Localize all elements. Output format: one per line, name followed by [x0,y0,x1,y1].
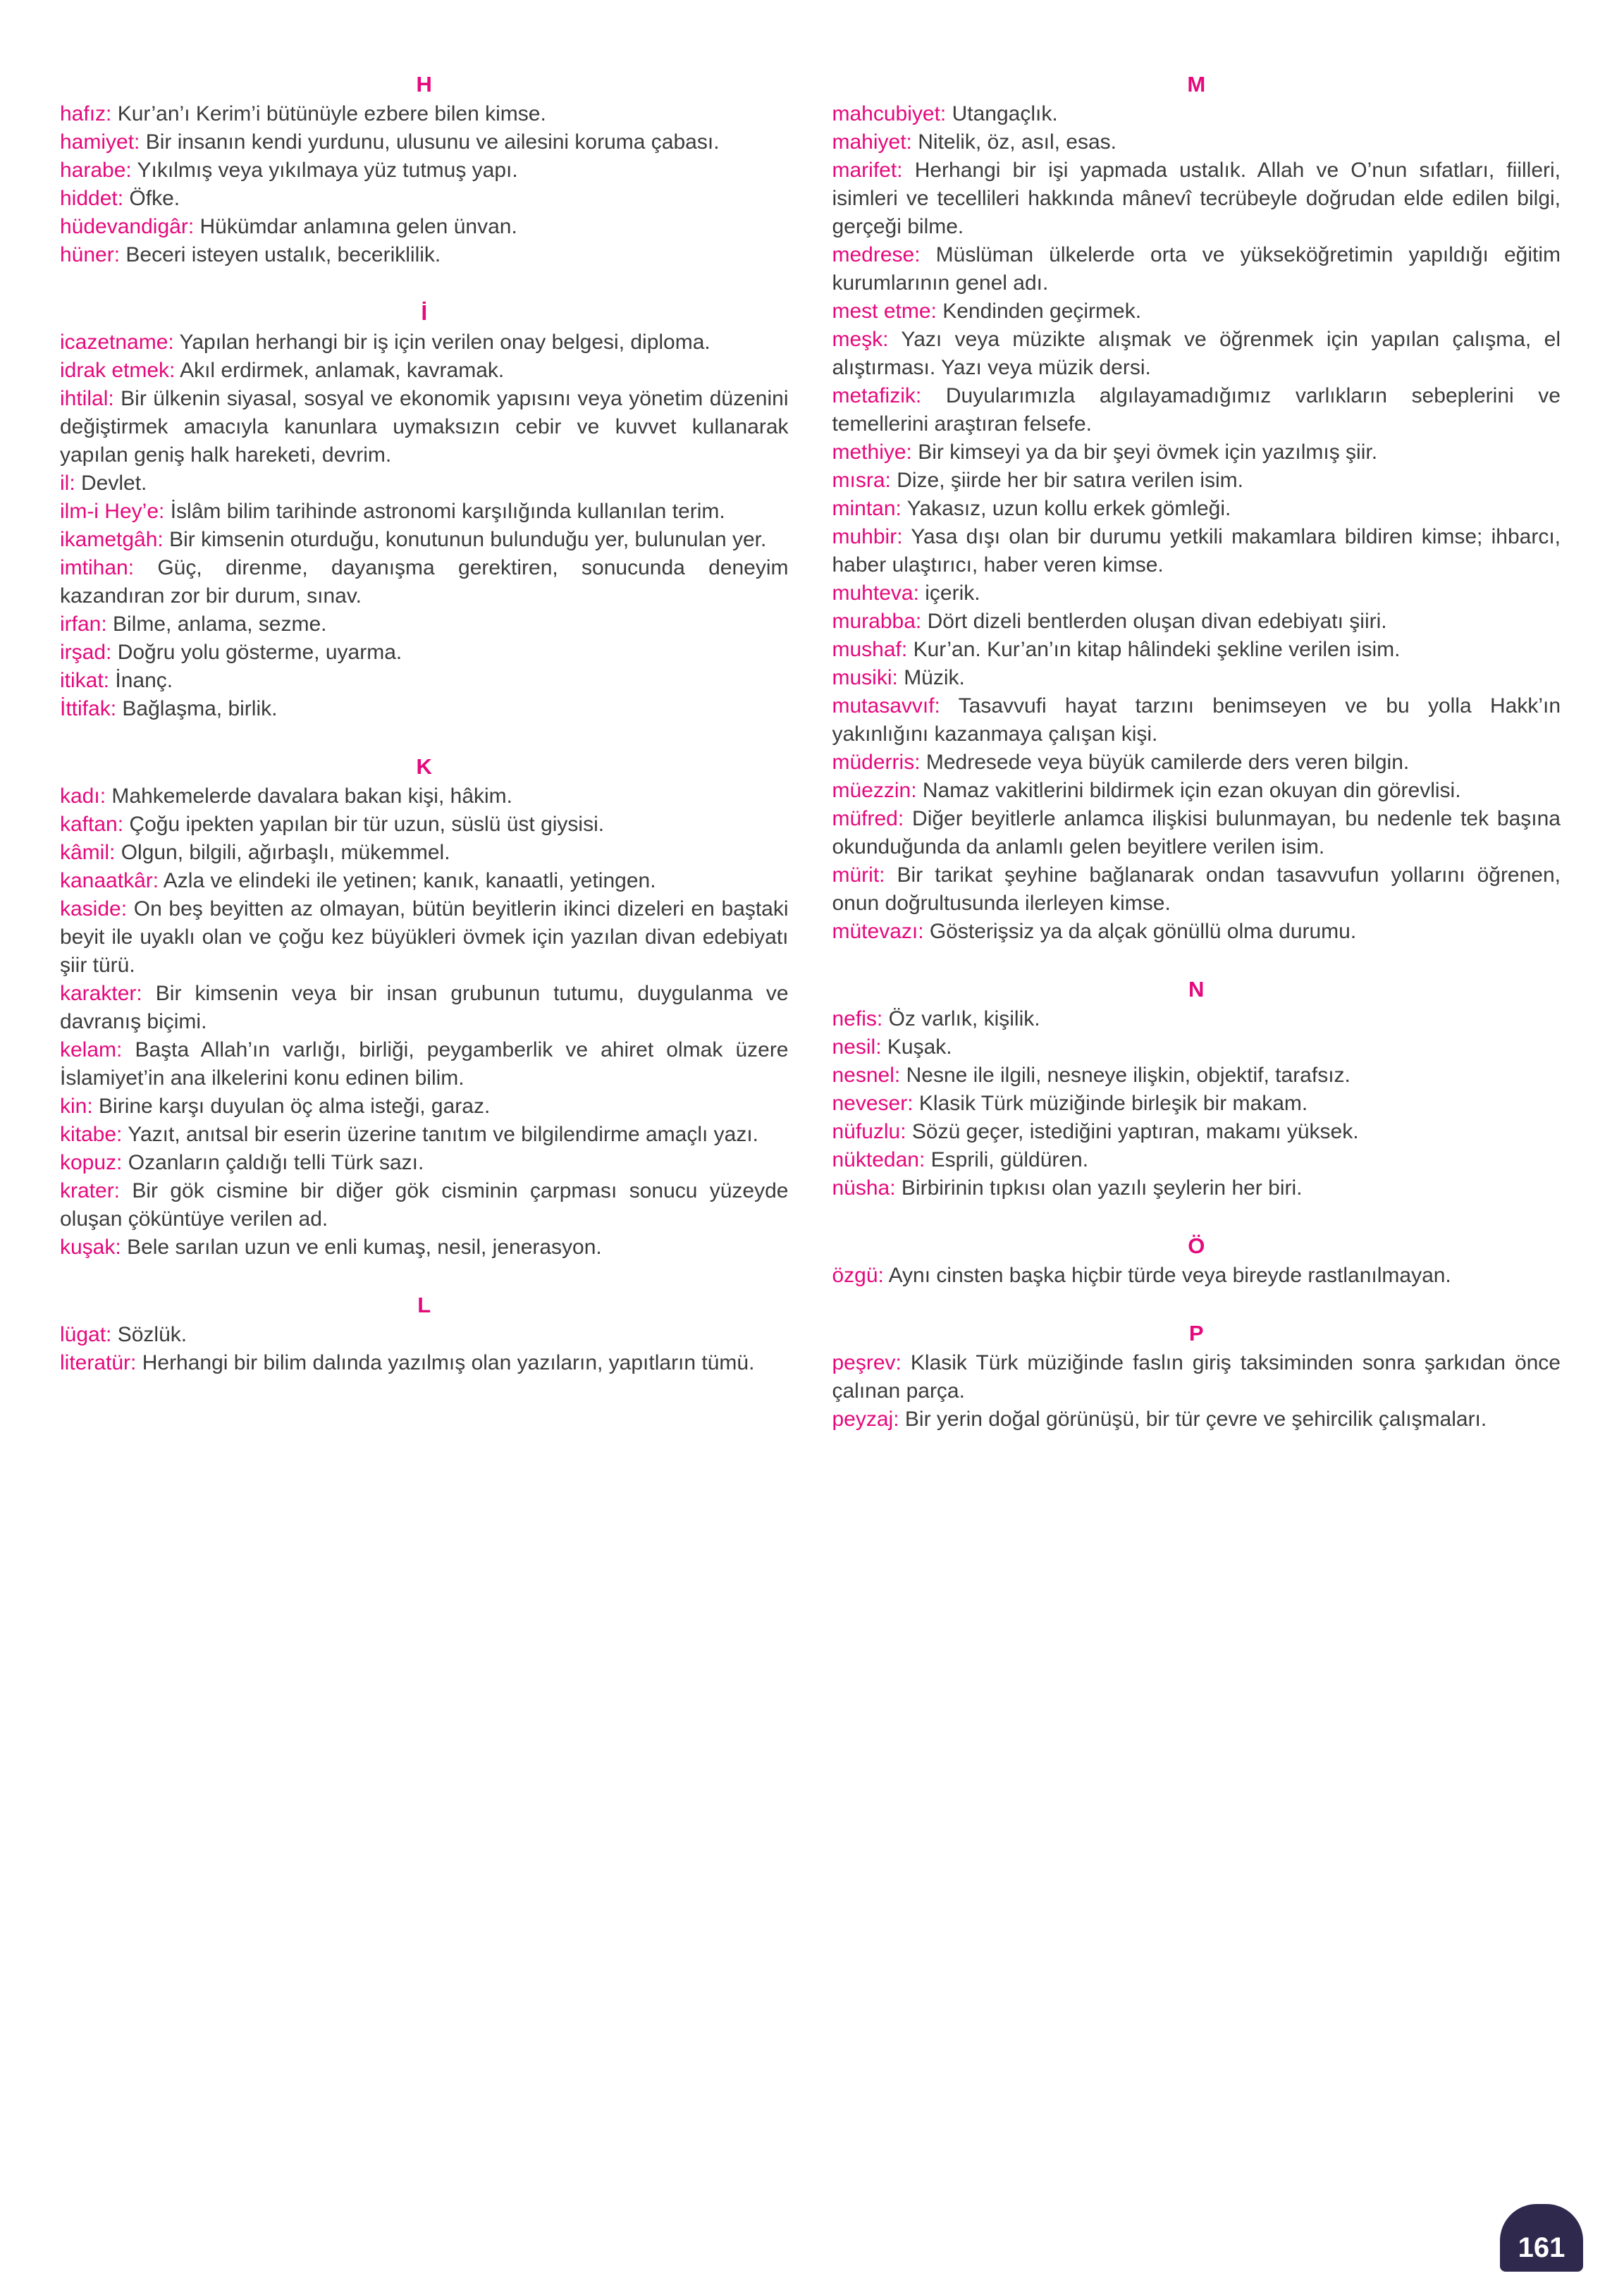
entry-term: nesnel: [832,1064,901,1087]
dictionary-entry [832,805,1561,861]
dictionary-entry [832,1405,1561,1434]
glossary-section-L [60,1291,789,1377]
entry-term: mutasavvıf: [832,694,940,718]
entry-definition: Bir insanın kendi yurdunu, ulusunu ve ailesini koruma çabası. [145,130,720,154]
dictionary-entry [60,385,789,469]
entry-term: neveser: [832,1092,914,1115]
entry-definition: Sözü geçer, istediğini yaptıran, makamı yüksek. [911,1120,1359,1143]
dictionary-entry [60,895,789,980]
dictionary-entry [832,1090,1561,1118]
dictionary-entry [832,1033,1561,1061]
dictionary-entry [60,357,789,385]
entry-definition: Mahkemelerde davalara bakan kişi, hâkim. [111,784,512,808]
entry-term: kaftan: [60,813,124,836]
entry-term: peyzaj: [832,1408,899,1431]
section-letter: P [1188,1321,1204,1346]
entry-definition: Yıkılmış veya yıkılmaya yüz tutmuş yapı. [137,159,518,182]
section-letter: L [417,1293,431,1317]
entry-term: nesil: [832,1035,882,1059]
entry-definition: Ozanların çaldığı telli Türk sazı. [128,1151,424,1174]
entry-term: mest etme: [832,300,937,323]
section-letter: İ [421,300,428,325]
dictionary-entry [60,782,789,811]
entry-definition: Hükümdar anlamına gelen ünvan. [199,215,517,238]
entry-term: karakter: [60,982,142,1005]
entry-term: kin: [60,1095,93,1118]
glossary-column-right [832,70,1561,1434]
dictionary-entry [832,579,1561,608]
dictionary-entry [60,839,789,867]
entry-definition: Güç, direnme, dayanışma gerektiren, sonucunda deneyim kazandıran zor bir durum, sınav. [60,556,789,608]
entry-definition: Başta Allah’ın varlığı, birliği, peygamberlik ve ahiret olmak üzere İslamiyet’in ana ilkelerini konu edinen bilim. [60,1038,789,1090]
entry-definition: Birbirinin tıpkısı olan yazılı şeylerin her biri. [901,1176,1303,1200]
entry-term: nefis: [832,1007,883,1030]
dictionary-entry [60,213,789,241]
entry-definition: Beceri isteyen ustalık, beceriklilik. [125,243,441,266]
entry-term: müfred: [832,807,904,830]
entry-term: kopuz: [60,1151,123,1174]
dictionary-entry [60,1349,789,1377]
entry-term: mahcubiyet: [832,102,947,125]
entry-definition: Doğru yolu gösterme, uyarma. [117,641,402,664]
entry-definition: Bağlaşma, birlik. [122,697,278,720]
entry-definition: Nesne ile ilgili, nesneye ilişkin, objektif, tarafsız. [906,1064,1351,1087]
entry-definition: Bir gök cismine bir diğer gök cisminin çarpması sonucu yüzeyde oluşan çöküntüye verilen ad. [60,1179,789,1231]
dictionary-entry [60,1177,789,1233]
entry-term: İttifak: [60,697,117,720]
dictionary-entry [60,498,789,526]
entry-definition: Bir tarikat şeyhine bağlanarak ondan tasavvufun yollarını öğrenen, onun doğrultusunda ilerleyen kimse. [832,863,1561,915]
entry-definition: Diğer beyitlerle anlamca ilişkisi bulunmayan, bu nedenle tek başına okunduğunda da anlamlı gelen beyitlere verilen isim. [832,807,1561,858]
dictionary-entry [832,918,1561,946]
entry-definition: Utangaçlık. [952,102,1058,125]
entry-term: marifet: [832,159,903,182]
entry-definition: Medresede veya büyük camilerde ders veren bilgin. [925,751,1410,774]
dictionary-entry [832,1174,1561,1202]
dictionary-entry [832,523,1561,579]
entry-term: imtihan: [60,556,135,579]
entry-definition: Müslüman ülkelerde orta ve yükseköğretimin yapıldığı eğitim kurumlarının genel adı. [832,243,1561,295]
entry-definition: Dize, şiirde her bir satıra verilen isim. [897,469,1243,492]
entry-definition: Bilme, anlama, sezme. [113,612,327,636]
entry-definition: Bir ülkenin siyasal, sosyal ve ekonomik yapısını veya yönetim düzenini değiştirmek amacıyla kanunlara uymaksızın cebir ve kuvvet kullanarak yapılan geniş halk hareketi, devrim. [60,387,789,467]
entry-definition: Aynı cinsten başka hiçbir türde veya bireyde rastlanılmayan. [888,1264,1451,1287]
entry-definition: Gösterişsiz ya da alçak gönüllü olma durumu. [929,920,1357,943]
section-letter: M [1187,72,1206,97]
entry-term: irfan: [60,612,107,636]
dictionary-entry [832,1349,1561,1405]
dictionary-entry [832,1262,1561,1290]
entry-term: mintan: [832,497,902,520]
entry-term: kanaatkâr: [60,869,159,892]
glossary-section-N [832,975,1561,1202]
dictionary-entry [60,554,789,610]
entry-definition: Bir yerin doğal görünüşü, bir tür çevre ve şehircilik çalışmaları. [904,1408,1487,1431]
dictionary-entry [832,749,1561,777]
dictionary-entry [60,610,789,639]
dictionary-entry [60,811,789,839]
entry-term: hiddet: [60,187,124,210]
entry-definition: Yasa dışı olan bir durumu yetkili makamlara bildiren kimse; ihbarcı, haber ulaştırıcı, haber veren kimse. [832,525,1561,577]
entry-definition: Klasik Türk müziğinde birleşik bir makam. [918,1092,1308,1115]
dictionary-entry [60,469,789,498]
dictionary-entry [832,382,1561,438]
entry-term: nüsha: [832,1176,896,1200]
entry-term: harabe: [60,159,132,182]
entry-definition: Bir kimsenin oturduğu, konutunun bulunduğu yer, bulunulan yer. [169,528,767,551]
entry-definition: Klasik Türk müziğinde faslın giriş taksiminden sonra şarkıdan önce çalınan parça. [832,1351,1561,1403]
dictionary-entry [60,867,789,895]
entry-term: il: [60,472,75,495]
entry-definition: Çoğu ipekten yapılan bir tür uzun, süslü üst giysisi. [129,813,605,836]
dictionary-entry [832,664,1561,692]
entry-term: mısra: [832,469,891,492]
entry-term: mahiyet: [832,130,912,154]
dictionary-entry [832,636,1561,664]
dictionary-entry [832,495,1561,523]
dictionary-entry [60,526,789,554]
dictionary-entry [832,692,1561,749]
dictionary-entry [832,128,1561,156]
entry-term: mushaf: [832,638,908,661]
entry-term: methiye: [832,441,912,464]
entry-term: mütevazı: [832,920,924,943]
entry-definition: On beş beyitten az olmayan, bütün beyitlerin ikinci dizeleri en baştaki beyit ile uyaklı olan ve çoğu kez büyükleri övmek için yazılan divan edebiyatı şiir türü. [60,897,789,977]
glossary-section-H [60,70,789,269]
section-letter: Ö [1188,1233,1205,1258]
entry-definition: Akıl erdirmek, anlamak, kavramak. [180,359,505,382]
glossary-section-P [832,1319,1561,1434]
entry-definition: Esprili, güldüren. [930,1148,1089,1171]
dictionary-entry [60,980,789,1036]
dictionary-entry [832,438,1561,467]
entry-term: literatür: [60,1351,137,1374]
dictionary-entry [832,608,1561,636]
dictionary-entry [832,326,1561,382]
dictionary-entry [832,1061,1561,1090]
entry-term: nüktedan: [832,1148,925,1171]
dictionary-entry [60,1121,789,1149]
entry-definition: Yazı veya müzikte alışmak ve öğrenmek için yapılan çalışma, el alıştırması. Yazı veya müzik dersi. [832,328,1561,379]
dictionary-entry [832,777,1561,805]
entry-term: kuşak: [60,1236,121,1259]
entry-term: hafız: [60,102,112,125]
entry-term: mürit: [832,863,885,887]
glossary-section-Ö [832,1232,1561,1290]
entry-definition: Yakasız, uzun kollu erkek gömleği. [906,497,1231,520]
entry-term: nüfuzlu: [832,1120,906,1143]
dictionary-entry [60,156,789,185]
entry-term: kitabe: [60,1123,123,1146]
entry-definition: Azla ve elindeki ile yetinen; kanık, kanaatli, yetingen. [163,869,656,892]
dictionary-entry [832,100,1561,128]
dictionary-entry [60,185,789,213]
entry-term: kelam: [60,1038,123,1061]
entry-definition: Kur’an. Kur’an’ın kitap hâlindeki şekline verilen isim. [913,638,1401,661]
dictionary-entry [60,128,789,156]
entry-definition: Tasavvufi hayat tarzını benimseyen ve bu yolla Hakk’ın yakınlığını kazanmaya çalışan kişi. [832,694,1561,746]
section-letter: H [416,72,432,97]
entry-definition: Kendinden geçirmek. [942,300,1142,323]
entry-term: kaside: [60,897,128,921]
section-letter: K [416,754,432,779]
entry-term: hamiyet: [60,130,140,154]
entry-definition: Herhangi bir işi yapmada ustalık. Allah ve O’nun sıfatları, fiilleri, isimleri ve tecellileri hakkında mânevî tecrübeyle doğrudan elde edilen bilgi, gerçeği bilme. [832,159,1561,238]
page-number-badge [1500,2204,1583,2272]
dictionary-entry [832,467,1561,495]
entry-definition: Yapılan herhangi bir iş için verilen onay belgesi, diploma. [179,331,710,354]
dictionary-entry [832,297,1561,326]
dictionary-entry [60,328,789,357]
entry-definition: İslâm bilim tarihinde astronomi karşılığında kullanılan terim. [170,500,725,523]
page-number: 161 [1518,2232,1565,2263]
glossary-section-K [60,753,789,1262]
entry-term: peşrev: [832,1351,902,1374]
entry-definition: Herhangi bir bilim dalında yazılmış olan yazıların, yapıtların tümü. [142,1351,755,1374]
entry-term: itikat: [60,669,110,692]
entry-term: ikametgâh: [60,528,164,551]
entry-definition: içerik. [925,581,980,605]
entry-term: meşk: [832,328,889,351]
entry-term: murabba: [832,610,922,633]
entry-definition: Kur’an’ı Kerim’i bütünüyle ezbere bilen kimse. [117,102,546,125]
entry-definition: Sözlük. [117,1323,187,1346]
entry-definition: Müzik. [904,666,965,689]
dictionary-entry [60,667,789,695]
entry-definition: Olgun, bilgili, ağırbaşlı, mükemmel. [121,841,450,864]
glossary-section-İ [60,299,789,723]
entry-definition: Duyularımızla algılayamadığımız varlıkların sebeplerini ve temellerini araştıran felsefe. [832,384,1561,436]
entry-definition: Bir kimseyi ya da bir şeyi övmek için yazılmış şiir. [918,441,1378,464]
entry-definition: Namaz vakitlerini bildirmek için ezan okuyan din görevlisi. [922,779,1461,802]
dictionary-entry [60,695,789,723]
entry-term: musiki: [832,666,898,689]
entry-term: hüdevandigâr: [60,215,195,238]
dictionary-entry [60,1321,789,1349]
dictionary-entry [60,1036,789,1092]
glossary-page [60,70,1561,1434]
entry-definition: Yazıt, anıtsal bir eserin üzerine tanıtım ve bilgilendirme amaçlı yazı. [128,1123,759,1146]
entry-term: kâmil: [60,841,116,864]
entry-definition: Bele sarılan uzun ve enli kumaş, nesil, jenerasyon. [127,1236,602,1259]
entry-definition: Bir kimsenin veya bir insan grubunun tutumu, duygulanma ve davranış biçimi. [60,982,789,1033]
entry-term: icazetname: [60,331,174,354]
entry-definition: Devlet. [81,472,147,495]
dictionary-entry [832,861,1561,918]
entry-definition: Nitelik, öz, asıl, esas. [918,130,1116,154]
dictionary-entry [832,1118,1561,1146]
entry-definition: İnanç. [115,669,173,692]
dictionary-entry [60,1149,789,1177]
entry-definition: Dört dizeli bentlerden oluşan divan edebiyatı şiiri. [927,610,1387,633]
entry-term: kadı: [60,784,106,808]
entry-term: hüner: [60,243,121,266]
section-letter: N [1188,977,1205,1002]
entry-definition: Öz varlık, kişilik. [888,1007,1040,1030]
dictionary-entry [60,639,789,667]
entry-definition: Öfke. [129,187,180,210]
entry-term: ihtilal: [60,387,114,410]
entry-definition: Birine karşı duyulan öç alma isteği, garaz. [99,1095,491,1118]
dictionary-entry [832,1005,1561,1033]
entry-term: idrak etmek: [60,359,176,382]
entry-term: ilm-i Hey’e: [60,500,165,523]
entry-term: medrese: [832,243,921,266]
entry-term: özgü: [832,1264,884,1287]
entry-term: müderris: [832,751,921,774]
glossary-column-left [60,70,789,1434]
dictionary-entry [60,241,789,269]
dictionary-entry [60,1233,789,1262]
dictionary-entry [60,1092,789,1121]
entry-term: lügat: [60,1323,112,1346]
glossary-section-M [832,70,1561,946]
dictionary-entry [832,1146,1561,1174]
dictionary-entry [60,100,789,128]
dictionary-entry [832,241,1561,297]
entry-term: müezzin: [832,779,917,802]
entry-term: irşad: [60,641,112,664]
dictionary-entry [832,156,1561,241]
entry-term: metafizik: [832,384,922,407]
entry-term: krater: [60,1179,121,1202]
entry-term: muhteva: [832,581,919,605]
entry-term: muhbir: [832,525,903,548]
entry-definition: Kuşak. [887,1035,952,1059]
